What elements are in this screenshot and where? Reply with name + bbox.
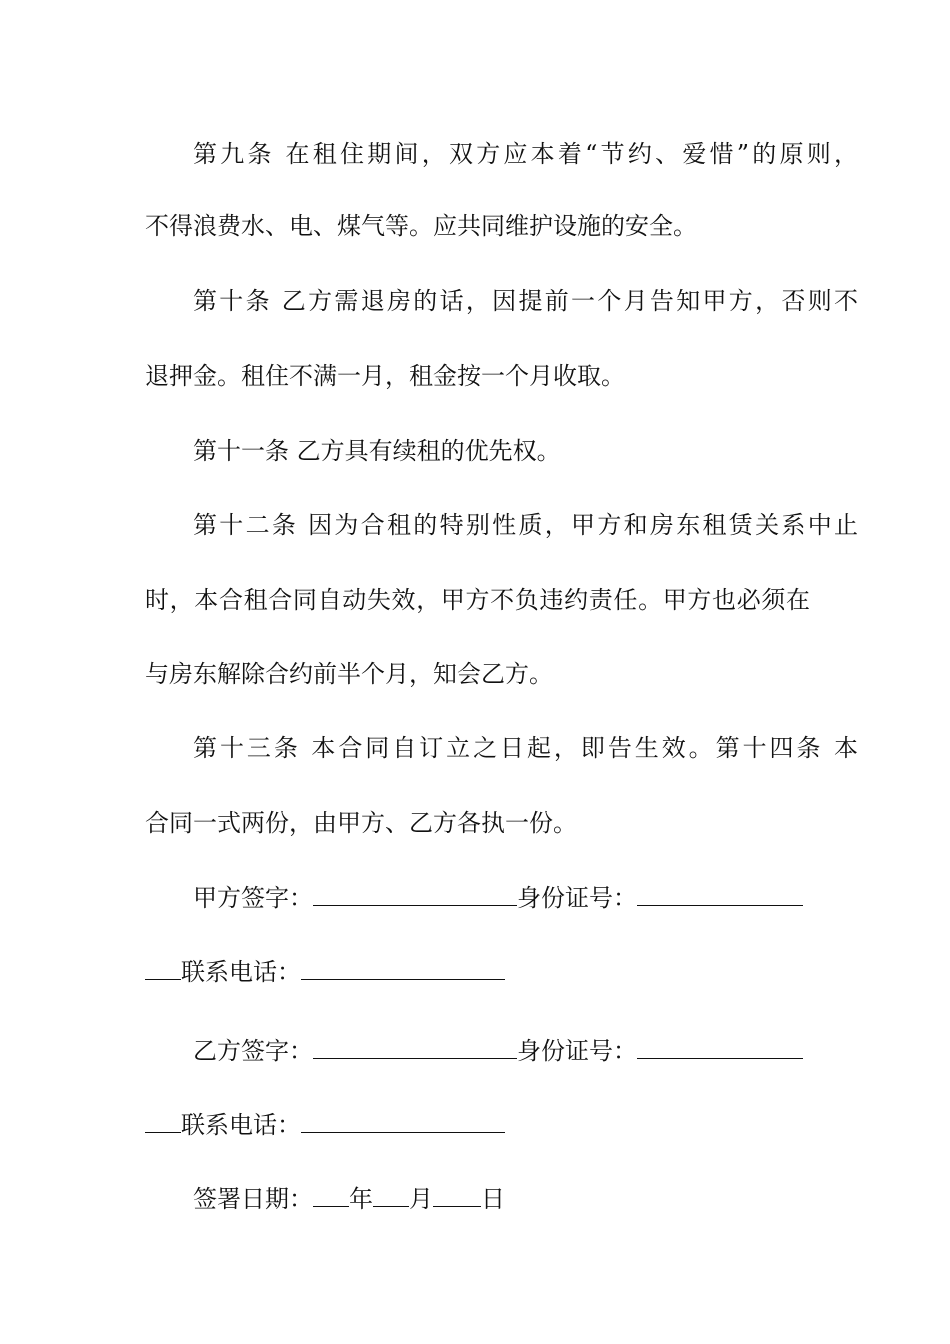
clause-13-line-1: 第十三条 本合同自订立之日起，即告生效。第十四条 本 <box>193 734 858 762</box>
year-blank[interactable] <box>313 1184 349 1207</box>
clause-10-line-1: 第十条 乙方需退房的话，因提前一个月告知甲方，否则不 <box>193 287 858 315</box>
signing-date-label: 签署日期： <box>193 1185 313 1213</box>
party-a-sign-row <box>145 881 858 915</box>
clause-12-line-2: 时，本合租合同自动失效，甲方不负违约责任。甲方也必须在 <box>145 586 810 614</box>
party-b-phone-label: 联系电话： <box>181 1111 301 1139</box>
party-a-phone-label: 联系电话： <box>181 958 301 986</box>
party-a-sign-blank[interactable] <box>313 883 517 906</box>
clause-9-line-1: 第九条 在租住期间，双方应本着“节约、爱惜”的原则， <box>193 140 858 168</box>
party-a-sign-label: 甲方签字： <box>193 884 313 912</box>
signing-date-row <box>145 1182 858 1216</box>
clause-12-line-3: 与房东解除合约前半个月，知会乙方。 <box>145 660 553 688</box>
party-b-sign-label: 乙方签字： <box>193 1037 313 1065</box>
party-b-id-blank-continued[interactable] <box>145 1110 181 1133</box>
party-b-id-blank[interactable] <box>637 1036 803 1059</box>
month-blank[interactable] <box>373 1184 409 1207</box>
clause-13-line-2: 合同一式两份，由甲方、乙方各执一份。 <box>145 809 577 837</box>
clause-11-line-1: 第十一条 乙方具有续租的优先权。 <box>193 437 561 465</box>
party-b-id-label: 身份证号： <box>517 1037 637 1065</box>
party-a-id-blank[interactable] <box>637 883 803 906</box>
party-a-id-label: 身份证号： <box>517 884 637 912</box>
month-label: 月 <box>409 1185 433 1213</box>
day-blank[interactable] <box>433 1184 481 1207</box>
party-b-sign-blank[interactable] <box>313 1036 517 1059</box>
party-b-sign-row <box>145 1034 858 1068</box>
party-a-phone-row <box>145 955 810 989</box>
party-a-id-blank-continued[interactable] <box>145 957 181 980</box>
clause-12-line-1: 第十二条 因为合租的特别性质，甲方和房东租赁关系中止 <box>193 511 858 539</box>
clause-10-line-2: 退押金。租住不满一月，租金按一个月收取。 <box>145 362 625 390</box>
clause-9-line-2: 不得浪费水、电、煤气等。应共同维护设施的安全。 <box>145 212 697 240</box>
party-a-phone-blank[interactable] <box>301 957 505 980</box>
year-label: 年 <box>349 1185 373 1213</box>
party-b-phone-blank[interactable] <box>301 1110 505 1133</box>
party-b-phone-row <box>145 1108 810 1142</box>
day-label: 日 <box>481 1185 505 1213</box>
